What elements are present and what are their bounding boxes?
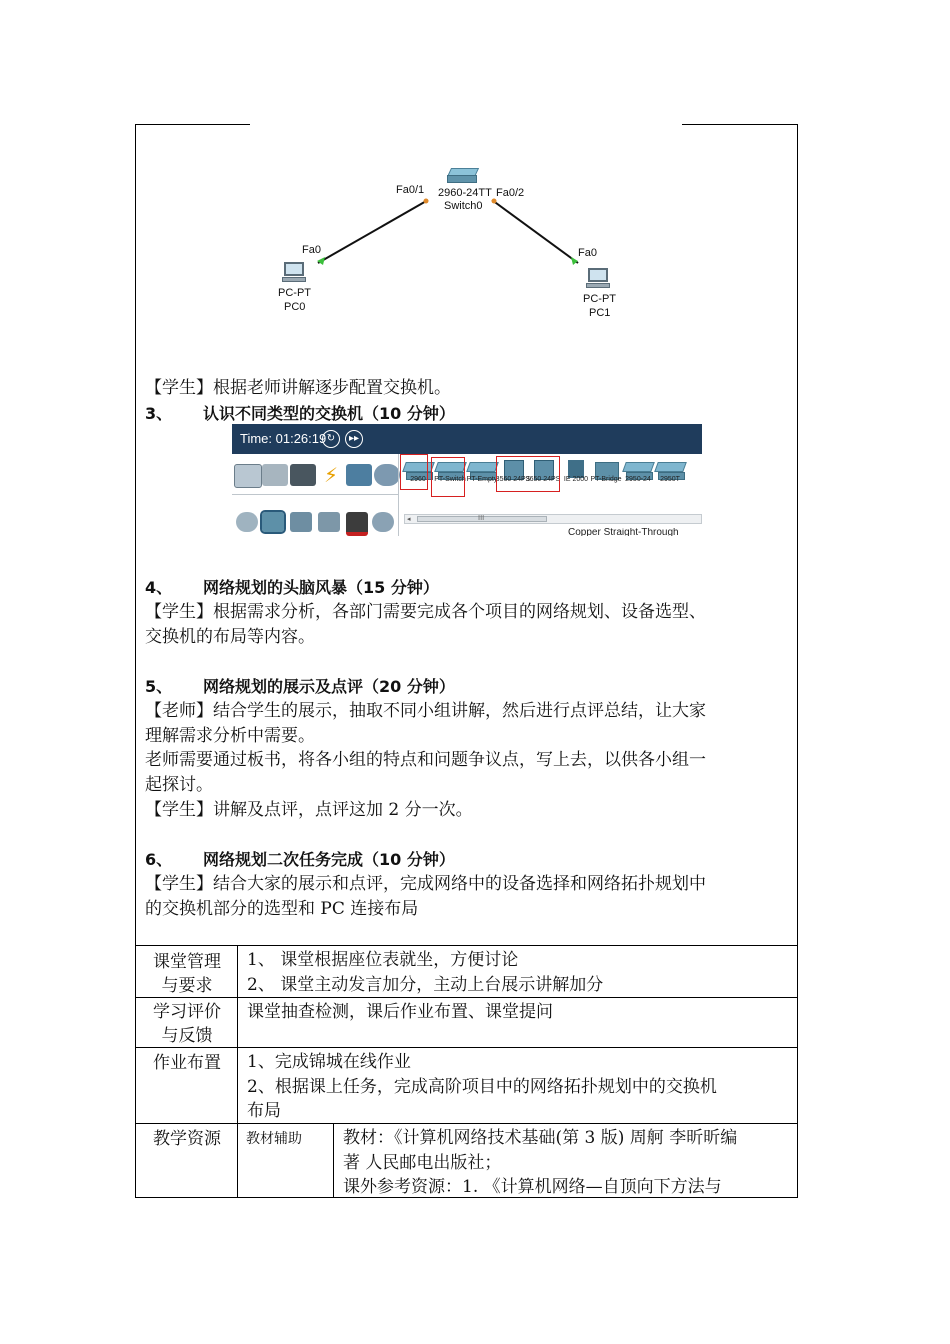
frame-right: [797, 124, 798, 1198]
section5-title: 网络规划的展示及点评（20 分钟）: [203, 677, 455, 696]
row4-content-3: 课外参考资源：1. 《计算机网络—自顶向下方法与: [343, 1177, 722, 1197]
connections-icon[interactable]: [290, 464, 316, 486]
switch-icon: [447, 168, 477, 182]
row2-label-line1: 学习评价: [153, 1002, 221, 1022]
pt-time-label: Time: 01:26:19: [240, 431, 327, 446]
switch-label-pt-empty: PT-Empty: [466, 476, 498, 483]
fast-forward-icon[interactable]: ▸▸: [345, 430, 363, 448]
section6-number: 6、: [145, 850, 173, 869]
pt-time-bar: [232, 424, 702, 454]
row3-content-2: 2、根据课上任务，完成高阶项目中的网络拓扑规划中的交换机: [247, 1077, 717, 1097]
topology-diagram: [260, 160, 660, 330]
row3-content-3: 布局: [247, 1101, 281, 1121]
switch-port-left: Fa0/1: [396, 184, 425, 196]
row2-content-1: 课堂抽查检测，课后作业布置、课堂提问: [247, 1002, 553, 1022]
section5-line3: 老师需要通过板书，将各小组的特点和问题争议点，写上去，以供各小组一: [145, 750, 706, 770]
row4-label: 教学资源: [153, 1129, 221, 1149]
section5-line2: 理解需求分析中需要。: [145, 726, 315, 746]
cloud-icon[interactable]: [374, 464, 400, 486]
frame-left: [135, 124, 136, 1198]
section6-line2: 的交换机部分的选型和 PC 连接布局: [145, 899, 419, 919]
wan-emulation-icon[interactable]: [372, 512, 394, 532]
section5-line4: 起探讨。: [145, 775, 213, 795]
switch-category-icon[interactable]: [262, 512, 284, 532]
pc0-icon: [282, 262, 306, 284]
switch-label-pt-switch: PT-Switch: [434, 476, 466, 483]
switch-label-ie2000: IE 2000: [563, 476, 589, 483]
switch-label-pt-bridge: PT-Bridge: [590, 476, 622, 483]
scrollbar-left-arrow[interactable]: ◂: [407, 515, 411, 523]
section4-number: 4、: [145, 578, 173, 597]
security-icon[interactable]: [346, 512, 368, 536]
frame-top-right: [682, 124, 798, 125]
panel-divider: [232, 494, 398, 495]
switch-port-right: Fa0/2: [496, 187, 525, 199]
highlight-pt-switch: [431, 457, 465, 497]
panel-vertical-divider: [398, 454, 399, 536]
table-hline-1: [135, 945, 798, 946]
section6-title: 网络规划二次任务完成（10 分钟）: [203, 850, 455, 869]
scrollbar-grip: III: [478, 514, 485, 522]
cable-label: Copper Straight-Through: [568, 528, 679, 536]
pc0-port: Fa0: [302, 244, 321, 256]
switch-label-2960: 2960: [410, 476, 426, 483]
row3-label: 作业布置: [153, 1053, 221, 1073]
lightning-icon[interactable]: ⚡: [323, 463, 339, 487]
row1-content-1: 1、 课堂根据座位表就坐，方便讨论: [247, 950, 519, 970]
row4-content-2: 著 人民邮电出版社；: [343, 1153, 502, 1173]
row3-content-1: 1、完成锦城在线作业: [247, 1052, 411, 1072]
section4-line2: 交换机的布局等内容。: [145, 627, 315, 647]
pc1-name: PC1: [589, 307, 611, 319]
wireless-icon[interactable]: [318, 512, 340, 532]
scrollbar-thumb[interactable]: [417, 516, 547, 522]
row1-label-line2: 与要求: [161, 976, 213, 996]
pt-device-panel: [232, 454, 702, 536]
reset-icon[interactable]: ↻: [322, 430, 340, 448]
pc0-type: PC-PT: [278, 287, 311, 299]
table-vline-label: [237, 945, 238, 1198]
pc1-icon: [586, 268, 610, 290]
switch-label-2950t: 2950T: [660, 476, 680, 483]
router-icon[interactable]: [236, 512, 258, 532]
hub-icon[interactable]: [290, 512, 312, 532]
section5-number: 5、: [145, 677, 173, 696]
table-vline-sub: [333, 1123, 334, 1198]
section5-line5: 【学生】讲解及点评，点评这加 2 分一次。: [145, 800, 473, 820]
student-config-text: 【学生】根据老师讲解逐步配置交换机。: [145, 378, 451, 398]
row2-label-line2: 与反馈: [161, 1026, 213, 1046]
table-hline-4: [135, 1123, 798, 1124]
end-devices-icon[interactable]: [234, 464, 262, 488]
pc0-name: PC0: [284, 301, 306, 313]
switch-label-3650: 3650 24PS: [525, 476, 561, 483]
components-icon[interactable]: [262, 464, 288, 486]
switch-name: Switch0: [444, 200, 483, 212]
pc1-port: Fa0: [578, 247, 597, 259]
section4-title: 网络规划的头脑风暴（15 分钟）: [203, 578, 439, 597]
folder-icon[interactable]: [346, 464, 372, 486]
highlight-3560-3650: [496, 456, 560, 492]
switch-label-3560: 3560 24PS: [495, 476, 531, 483]
row4-sub-label: 教材辅助: [246, 1131, 302, 1147]
row1-content-2: 2、 课堂主动发言加分，主动上台展示讲解加分: [247, 975, 604, 995]
section6-line1: 【学生】结合大家的展示和点评，完成网络中的设备选择和网络拓扑规划中: [145, 874, 706, 894]
device-scrollbar[interactable]: [404, 514, 702, 524]
switch-model: 2960-24TT: [438, 187, 492, 199]
row1-label-line1: 课堂管理: [153, 952, 221, 972]
frame-top-left: [135, 124, 250, 125]
row4-content-1: 教材：《计算机网络技术基础(第 3 版) 周舸 李昕昕编: [343, 1128, 738, 1148]
highlight-2960: [400, 454, 428, 490]
switch-label-2950-24: 2950-24: [625, 476, 651, 483]
section3-title: 认识不同类型的交换机（10 分钟）: [203, 404, 455, 423]
section3-number: 3、: [145, 404, 173, 423]
pc1-type: PC-PT: [583, 293, 616, 305]
section4-line1: 【学生】根据需求分析，各部门需要完成各个项目的网络规划、设备选型、: [145, 602, 706, 622]
section5-line1: 【老师】结合学生的展示，抽取不同小组讲解，然后进行点评总结，让大家: [145, 701, 706, 721]
